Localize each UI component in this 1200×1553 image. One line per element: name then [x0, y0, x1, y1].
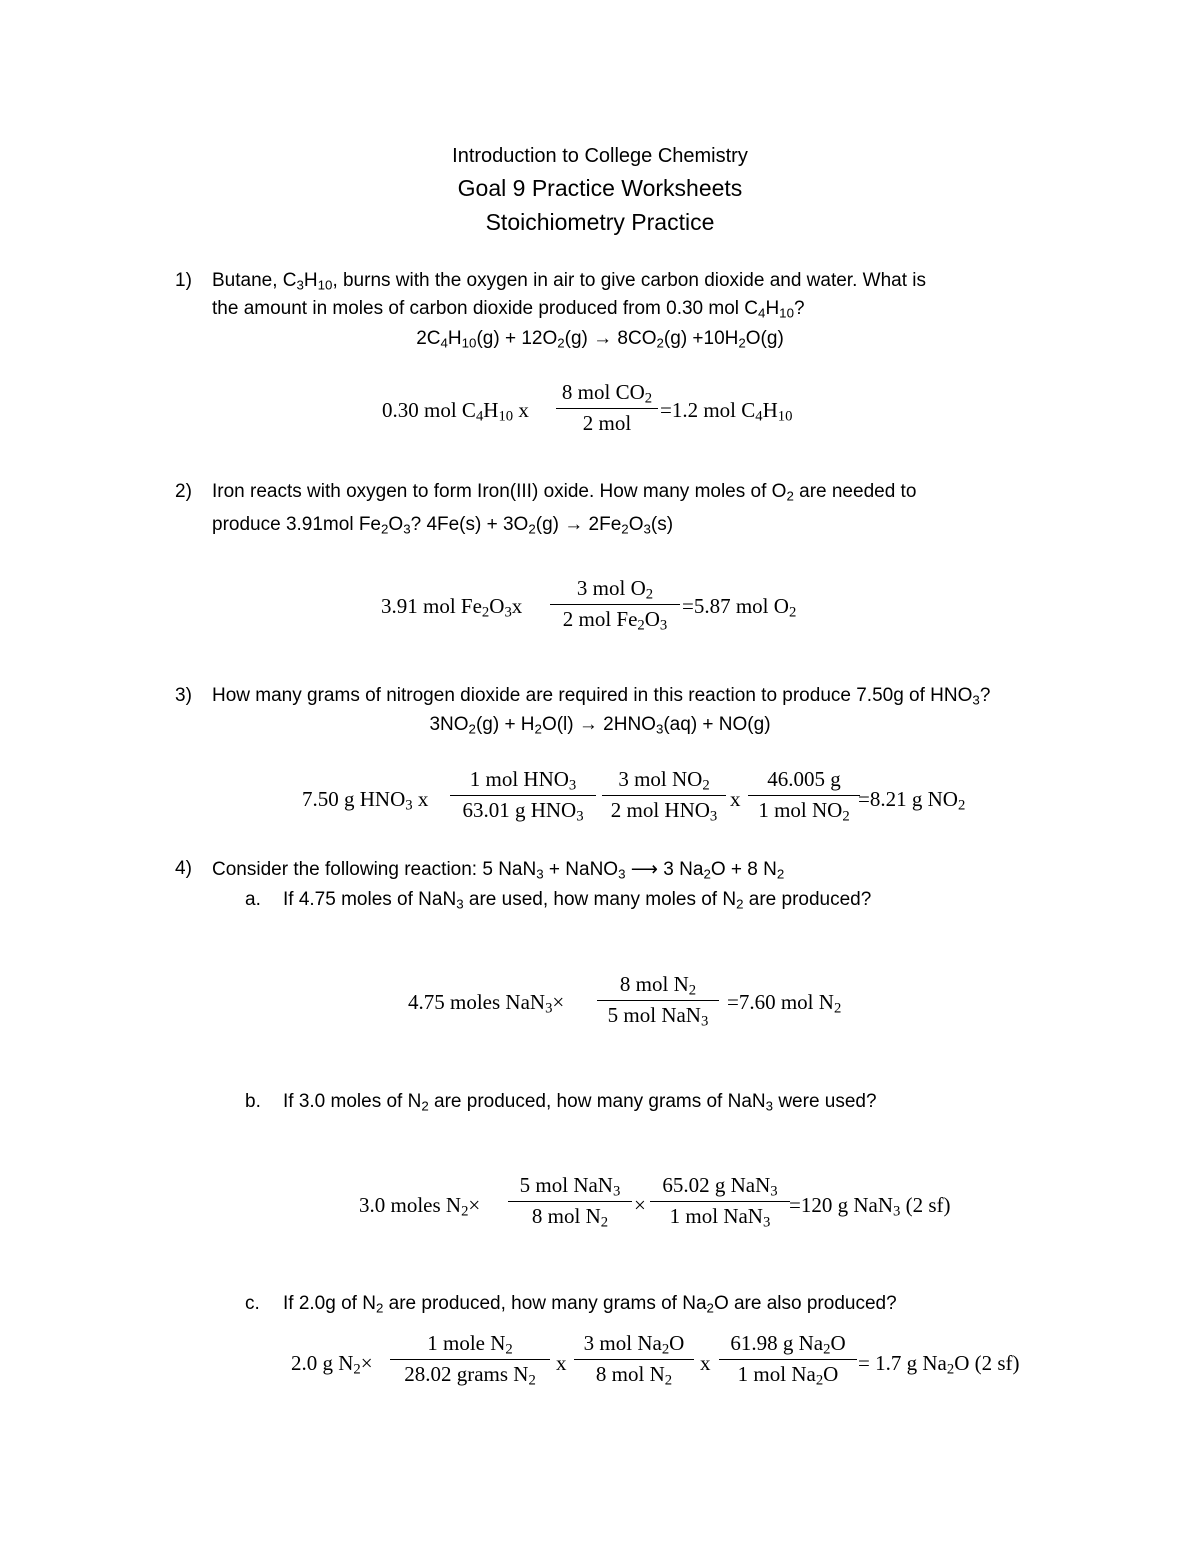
q2-fraction-denominator: 2 mol $Fe_2O_3$ [562, 607, 668, 634]
worksheet-title: Goal 9 Practice Worksheets [457, 175, 743, 201]
q4b-solution-result: =120 g NaN$_3$ (2 sf) [789, 1193, 951, 1220]
q4c-multiply-sign-2: x [700, 1351, 711, 1375]
q4c-fraction-3-denominator: 1 mol $Na_2O$ [737, 1362, 839, 1389]
q4c-solution-start: 2.0 g $N_2\times$ [291, 1351, 373, 1378]
q1-fraction [556, 380, 658, 436]
q4a-solution-start: 4.75 moles NaN$_3$× [408, 990, 565, 1017]
question-1-line-1: Butane, $C_3H_{10}$, burns with the oxygen in air to give carbon dioxide and water. What is [212, 270, 926, 293]
fraction-bar [508, 1201, 632, 1202]
q4c-fraction-2-denominator: 8 mol $N_2$ [595, 1362, 673, 1389]
q2-fraction [550, 576, 680, 632]
q4a-fraction [597, 972, 719, 1028]
q4b-fraction-2-denominator: 1 mol NaN$_3$ [669, 1204, 771, 1231]
course-title: Introduction to College Chemistry [452, 145, 748, 167]
fraction-bar [550, 604, 680, 605]
q4a-fraction-numerator: 8 mol $N_2$ [619, 972, 697, 999]
fraction-bar [748, 795, 860, 796]
q3-fraction-2 [602, 767, 726, 823]
q3-fraction-1 [450, 767, 596, 823]
question-2-line-1: Iron reacts with oxygen to form Iron(III) oxide. How many moles of $O_2$ are needed to [212, 481, 917, 504]
question-3-number: 3) [175, 685, 192, 706]
worksheet-subtitle: Stoichiometry Practice [485, 209, 715, 235]
q4c-label: c. [245, 1293, 260, 1314]
q4b-label: b. [245, 1091, 261, 1112]
fraction-bar [597, 1000, 719, 1001]
fraction-bar [556, 408, 658, 409]
q4c-fraction-1-denominator: 28.02 grams $N_2$ [404, 1362, 536, 1389]
q3-fraction-1-numerator: 1 mol $HNO_3$ [469, 767, 577, 794]
q4b-multiply-sign: × [634, 1193, 646, 1217]
q4b-fraction-2-numerator: 65.02 g NaN$_3$ [662, 1173, 778, 1200]
q3-multiply-sign: x [730, 787, 741, 811]
q4c-multiply-sign-1: x [556, 1351, 567, 1375]
fraction-bar [574, 1359, 694, 1360]
question-1-equation: $2C_4H_{10}(g) + 12O_2(g) \to 8CO_2(g) +10H_2O(g)$ [416, 328, 784, 351]
fraction-bar [390, 1359, 550, 1360]
fraction-bar [450, 795, 596, 796]
q3-fraction-3-denominator: 1 mol $NO_2$ [758, 798, 850, 825]
q4b-fraction-2 [650, 1173, 790, 1229]
q4a-fraction-denominator: 5 mol NaN$_3$ [607, 1003, 709, 1030]
q4b-text: If 3.0 moles of $N_2$ are produced, how many grams of NaN$_3$ were used? [283, 1091, 877, 1114]
q3-solution-start: 7.50 g $HNO_3$ x [302, 787, 429, 814]
q3-fraction-1-denominator: 63.01 g $HNO_3$ [462, 798, 584, 825]
q4a-label: a. [245, 889, 261, 910]
q4c-fraction-2 [574, 1331, 694, 1387]
question-3-equation: $3NO_2(g) + H_2O(l) \to 2HNO_3(aq) + NO(g)$ [429, 714, 771, 737]
question-2-number: 2) [175, 481, 192, 502]
q3-fraction-2-numerator: 3 mol $NO_2$ [618, 767, 710, 794]
q4c-fraction-1-numerator: 1 mole $N_2$ [427, 1331, 513, 1358]
fraction-bar [650, 1201, 790, 1202]
q4b-fraction-1-denominator: 8 mol $N_2$ [531, 1204, 609, 1231]
q4c-text: If 2.0g of $N_2$ are produced, how many grams of $Na_2O$ are also produced? [283, 1293, 897, 1316]
q4b-solution-start: 3.0 moles $N_2\times$ [359, 1193, 481, 1220]
q1-solution-result: =1.2 mol $C_4H_{10}$ [660, 398, 793, 425]
q4c-fraction-1 [390, 1331, 550, 1387]
q2-solution-result: =5.87 mol $O_2$ [682, 594, 797, 621]
q4c-solution-result: = 1.7 g $Na_2O$ (2 sf) [858, 1351, 1020, 1378]
q4c-fraction-3 [719, 1331, 857, 1387]
q1-fraction-denominator: 2 mol [582, 411, 632, 435]
q4b-fraction-1-numerator: 5 mol NaN$_3$ [519, 1173, 621, 1200]
question-1-number: 1) [175, 270, 192, 291]
q3-solution-result: =8.21 g $NO_2$ [858, 787, 966, 814]
fraction-bar [719, 1359, 857, 1360]
question-4-line-1: Consider the following reaction: 5 NaN$_3$ + NaNO$_3$ ⟶ 3 $Na_2O + 8$ $N_2$ [212, 859, 785, 882]
fraction-bar [602, 795, 726, 796]
q3-fraction-2-denominator: 2 mol $HNO_3$ [610, 798, 718, 825]
q1-fraction-numerator: 8 mol $CO_2$ [561, 380, 653, 407]
q4c-fraction-3-numerator: 61.98 g $Na_2O$ [730, 1331, 846, 1358]
q1-solution-start: 0.30 mol $C_4H_{10}$ x [382, 398, 529, 425]
q3-fraction-3-numerator: 46.005 g [767, 767, 841, 791]
q4a-solution-result: =7.60 mol $N_2$ [727, 990, 842, 1017]
question-2-line-2: produce 3.91mol $Fe_2O_3$? $4Fe(s) + 3O_2(g) \to 2Fe_2O_3(s)$ [212, 514, 674, 537]
q2-solution-start: 3.91 mol $Fe_2O_3x$ [381, 594, 523, 621]
question-1-line-2: the amount in moles of carbon dioxide produced from 0.30 mol $C_4H_{10}$? [212, 298, 805, 321]
q2-fraction-numerator: 3 mol $O_2$ [576, 576, 654, 603]
q4a-text: If 4.75 moles of NaN$_3$ are used, how many moles of $N_2$ are produced? [283, 889, 872, 912]
q4c-fraction-2-numerator: 3 mol $Na_2O$ [583, 1331, 685, 1358]
q3-fraction-3 [748, 767, 860, 823]
q4b-fraction-1 [508, 1173, 632, 1229]
question-4-number: 4) [175, 858, 192, 879]
question-3-line-1: How many grams of nitrogen dioxide are required in this reaction to produce 7.50g of $HNO_3$? [212, 685, 991, 708]
